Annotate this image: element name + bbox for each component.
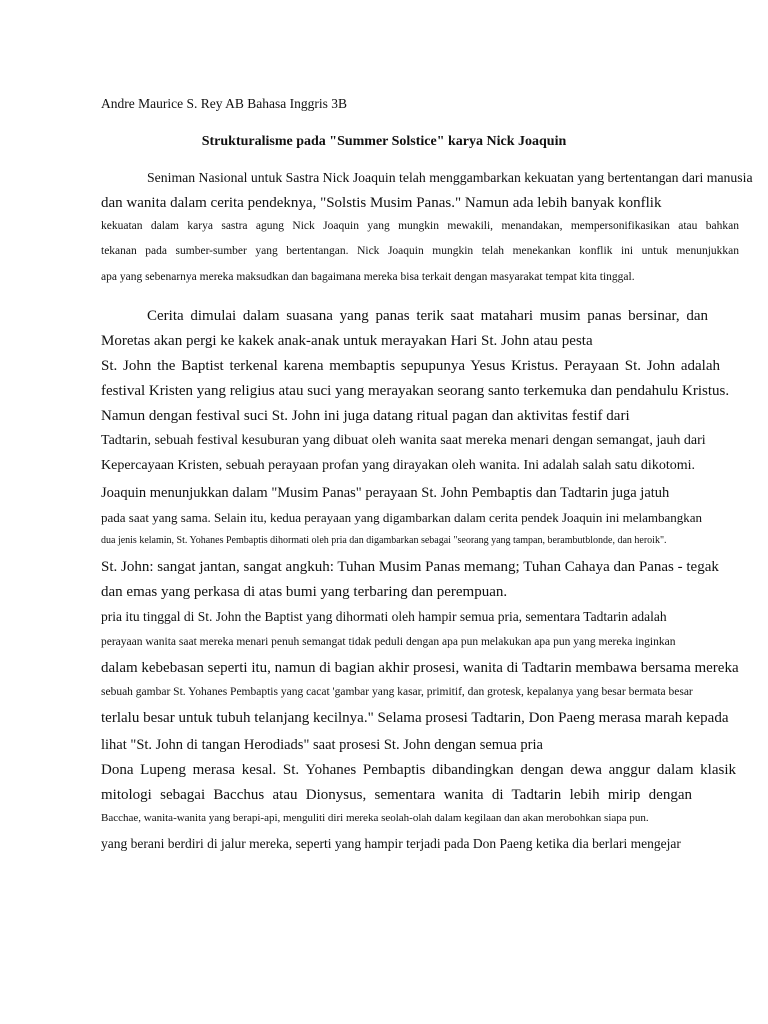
text-line: Cerita dimulai dalam suasana yang panas terik saat matahari musim panas bersinar, dan [147,308,708,324]
text-line: lihat "St. John di tangan Herodiads" saat prosesi St. John dengan semua pria [101,737,543,753]
text-line: pria itu tinggal di St. John the Baptist yang dihormati oleh hampir semua pria, sementara Tadtarin adalah [101,609,667,624]
text-line: yang berani berdiri di jalur mereka, seperti yang hampir terjadi pada Don Paeng ketika dia berlari mengejar [101,836,681,851]
text-line: mitologi sebagai Bacchus atau Dionysus, sementara wanita di Tadtarin lebih mirip dengan [101,787,692,803]
text-line: Namun dengan festival suci St. John ini juga datang ritual pagan dan aktivitas festif dari [101,408,630,424]
text-line: Bacchae, wanita-wanita yang berapi-api, menguliti diri mereka seolah-olah dalam kegilaan dan akan merobohkan siapa pun. [101,812,649,824]
text-line: festival Kristen yang religius atau suci yang merayakan seorang santo terkemuka dan pendahulu Kristus. [101,383,730,399]
text-line: sebuah gambar St. Yohanes Pembaptis yang cacat 'gambar yang kasar, primitif, dan grotesk, kepalanya yang besar bermata besar [101,686,693,698]
text-line: tekanan pada sumber-sumber yang bertentangan. Nick Joaquin mungkin telah menekankan konflik ini untuk menunjukkan [101,245,739,257]
document-title: Strukturalisme pada "Summer Solstice" karya Nick Joaquin [201,134,567,149]
text-line: dua jenis kelamin, St. Yohanes Pembaptis dihormati oleh pria dan digambarkan sebagai "seorang yang tampan, berambutblonde, dan heroik". [101,535,667,546]
text-line: Kepercayaan Kristen, sebuah perayaan profan yang dirayakan oleh wanita. Ini adalah salah satu dikotomi. [101,458,695,473]
text-line: kekuatan dalam karya sastra agung Nick Joaquin yang mungkin mewakili, menandakan, mempersonifikasikan atau bahkan [101,220,739,232]
text-line: St. John the Baptist terkenal karena membaptis sepupunya Yesus Kristus. Perayaan St. John adalah [101,358,720,374]
text-line: perayaan wanita saat mereka menari penuh semangat tidak peduli dengan apa pun melakukan apa pun yang mereka inginkan [101,636,676,648]
text-line: Joaquin menunjukkan dalam "Musim Panas" perayaan St. John Pembaptis dan Tadtarin juga jatuh [101,485,670,501]
text-line: dan wanita dalam cerita pendeknya, "Solstis Musim Panas." Namun ada lebih banyak konflik [101,195,662,211]
text-line: Dona Lupeng merasa kesal. St. Yohanes Pembaptis dibandingkan dengan dewa anggur dalam klasik [101,762,736,778]
text-line: pada saat yang sama. Selain itu, kedua perayaan yang digambarkan dalam cerita pendek Joaquin ini melambangkan [101,510,703,525]
text-line: terlalu besar untuk tubuh telanjang kecilnya." Selama prosesi Tadtarin, Don Paeng merasa marah kepada [101,710,729,726]
text-line: apa yang sebenarnya mereka maksudkan dan bagaimana mereka bisa terkait dengan masyarakat tempat kita tinggal. [101,271,635,283]
text-line: dalam kebebasan seperti itu, namun di bagian akhir prosesi, wanita di Tadtarin membawa bersama mereka [101,660,739,676]
text-line: Seniman Nasional untuk Sastra Nick Joaquin telah menggambarkan kekuatan yang bertentangan dari manusia [147,170,753,185]
text-line: St. John: sangat jantan, sangat angkuh: Tuhan Musim Panas memang; Tuhan Cahaya dan Panas - tegak [101,559,719,575]
text-line: dan emas yang perkasa di atas bumi yang terbaring dan perempuan. [101,584,508,600]
author-line: Andre Maurice S. Rey AB Bahasa Inggris 3B [101,96,347,111]
text-line: Moretas akan pergi ke kakek anak-anak untuk merayakan Hari St. John atau pesta [101,333,593,349]
text-line: Tadtarin, sebuah festival kesuburan yang dibuat oleh wanita saat mereka menari dengan semangat, jauh dari [101,433,706,448]
